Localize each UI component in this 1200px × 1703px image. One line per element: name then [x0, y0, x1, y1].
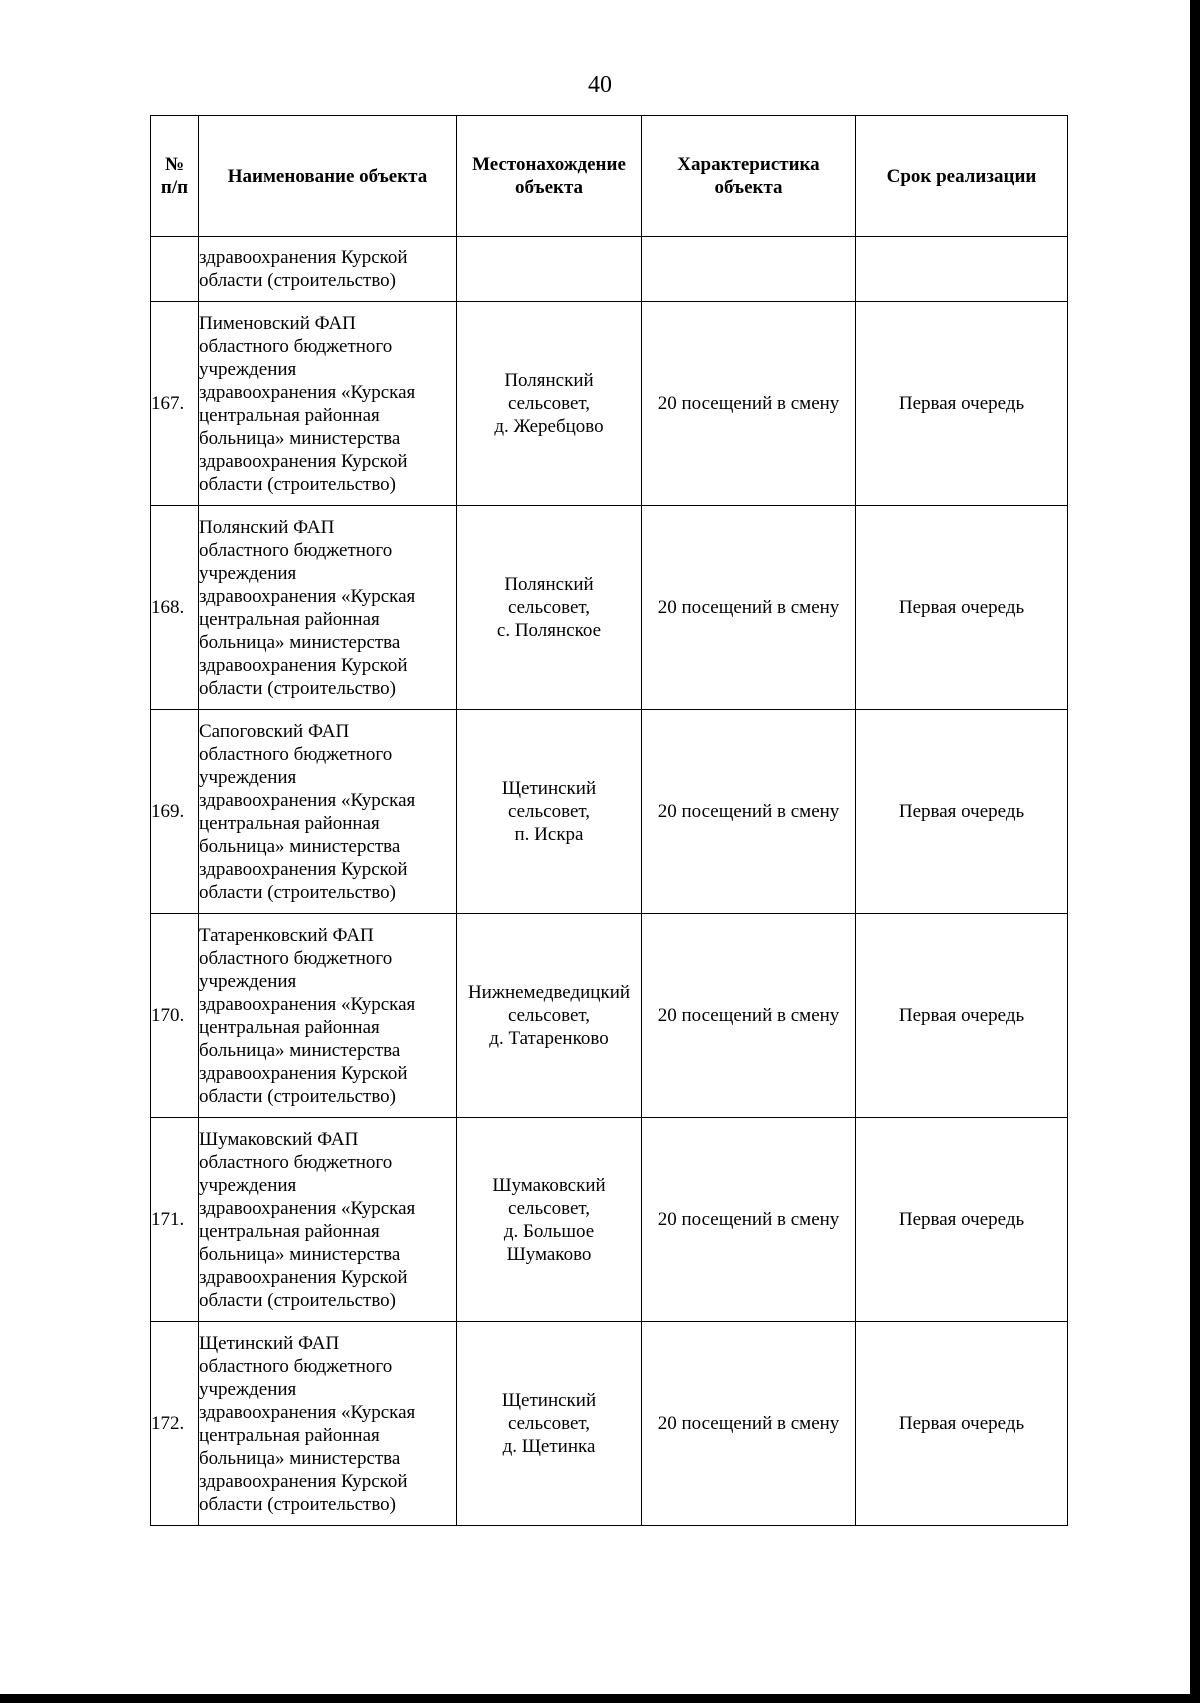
cell-term: Первая очередь [856, 1118, 1068, 1322]
table-row [151, 1322, 1068, 1526]
name-line: областного бюджетного [199, 947, 393, 969]
name-line: центральная районная [199, 812, 380, 834]
name-line: Пименовский ФАП [199, 312, 356, 334]
name-line: учреждения [199, 1174, 297, 1196]
name-line: областного бюджетного [199, 743, 393, 765]
cell-num: 169. [151, 710, 199, 914]
cell-num: 168. [151, 506, 199, 710]
name-line: здравоохранения Курской [199, 1470, 408, 1492]
name-line: больница» министерства [199, 631, 401, 653]
cell-term [856, 237, 1068, 302]
cell-name [199, 506, 457, 710]
name-line: здравоохранения Курской [199, 247, 408, 268]
cell-term: Первая очередь [856, 506, 1068, 710]
name-line: центральная районная [199, 608, 380, 630]
location-line: д. Жеребцово [494, 416, 604, 437]
location-line: сельсовет, [507, 393, 591, 414]
cell-term: Первая очередь [856, 914, 1068, 1118]
cell-characteristic: 20 посещений в смену [642, 710, 856, 914]
name-line: здравоохранения «Курская [199, 381, 416, 403]
name-line: учреждения [199, 358, 297, 380]
cell-characteristic: 20 посещений в смену [642, 1322, 856, 1526]
scan-edge-bottom [0, 1694, 1200, 1703]
location-line: д. Большое [503, 1220, 595, 1242]
name-line: больница» министерства [199, 427, 401, 449]
cell-location [457, 710, 642, 914]
name-line: здравоохранения «Курская [199, 993, 416, 1015]
table-row [151, 710, 1068, 914]
location-line: Шумаковский [492, 1174, 606, 1196]
location-line: Нижнемедведицкий [467, 982, 631, 1003]
cell-characteristic: 20 посещений в смену [642, 1118, 856, 1322]
location-line: сельсовет, [507, 1197, 591, 1219]
name-line: здравоохранения Курской [199, 450, 408, 472]
name-line: здравоохранения Курской [199, 1062, 408, 1084]
name-line: Сапоговский ФАП [199, 720, 350, 742]
cell-term: Первая очередь [856, 302, 1068, 506]
cell-term: Первая очередь [856, 710, 1068, 914]
location-line: Щетинский [501, 778, 597, 799]
cell-location [457, 506, 642, 710]
cell-name [199, 914, 457, 1118]
cell-characteristic: 20 посещений в смену [642, 302, 856, 506]
header-num [151, 116, 199, 237]
objects-table [150, 115, 1068, 1526]
name-line: больница» министерства [199, 1447, 401, 1469]
cell-location [457, 914, 642, 1118]
name-line: центральная районная [199, 404, 380, 426]
location-line: сельсовет, [507, 801, 591, 822]
name-line: областного бюджетного [199, 1355, 393, 1377]
table-row [151, 1118, 1068, 1322]
location-line: Щетинский [501, 1390, 597, 1411]
location-line: д. Щетинка [502, 1436, 596, 1457]
name-line: области (строительство) [199, 270, 397, 291]
cell-name [199, 237, 457, 302]
name-line: учреждения [199, 970, 297, 992]
name-line: области (строительство) [199, 677, 397, 699]
name-line: учреждения [199, 766, 297, 788]
name-line: областного бюджетного [199, 335, 393, 357]
location-line: сельсовет, [507, 1005, 591, 1026]
cell-name [199, 1322, 457, 1526]
name-line: областного бюджетного [199, 539, 393, 561]
page-number: 40 [588, 72, 612, 98]
cell-num: 167. [151, 302, 199, 506]
name-line: центральная районная [199, 1424, 380, 1446]
location-line: Шумаково [506, 1243, 592, 1265]
name-line: центральная районная [199, 1016, 380, 1038]
cell-term: Первая очередь [856, 1322, 1068, 1526]
name-line: области (строительство) [199, 1085, 397, 1107]
cell-num: 171. [151, 1118, 199, 1322]
name-line: области (строительство) [199, 1289, 397, 1311]
cell-name [199, 302, 457, 506]
name-line: Шумаковский ФАП [199, 1128, 359, 1150]
name-line: Щетинский ФАП [199, 1332, 340, 1354]
cell-location [457, 1118, 642, 1322]
table-row-continuation [151, 237, 1068, 302]
name-line: здравоохранения «Курская [199, 1401, 416, 1423]
name-line: больница» министерства [199, 1039, 401, 1061]
header-location: Местонахождение объекта [457, 116, 642, 237]
header-num-label: № п/п [160, 154, 189, 198]
location-line: Полянский [504, 574, 594, 595]
scan-edge-right [1190, 0, 1200, 1703]
name-line: области (строительство) [199, 473, 397, 495]
name-line: здравоохранения Курской [199, 858, 408, 880]
table-row [151, 914, 1068, 1118]
location-line: Полянский [504, 370, 594, 391]
table-header-row [151, 116, 1068, 237]
name-line: учреждения [199, 562, 297, 584]
name-line: больница» министерства [199, 1243, 401, 1265]
cell-num: 172. [151, 1322, 199, 1526]
name-line: здравоохранения Курской [199, 1266, 408, 1288]
header-term: Срок реализации [856, 116, 1068, 237]
location-line: д. Татаренково [489, 1028, 609, 1049]
location-line: сельсовет, [507, 1413, 591, 1434]
table-row [151, 506, 1068, 710]
cell-num: 170. [151, 914, 199, 1118]
cell-name [199, 1118, 457, 1322]
name-line: здравоохранения Курской [199, 654, 408, 676]
cell-name [199, 710, 457, 914]
name-line: центральная районная [199, 1220, 380, 1242]
location-line: с. Полянское [496, 620, 602, 641]
cell-characteristic: 20 посещений в смену [642, 914, 856, 1118]
cell-num [151, 237, 199, 302]
name-line: области (строительство) [199, 1493, 397, 1515]
location-line: сельсовет, [507, 597, 591, 618]
name-line: областного бюджетного [199, 1151, 393, 1173]
name-line: здравоохранения «Курская [199, 789, 416, 811]
cell-location [457, 237, 642, 302]
name-line: области (строительство) [199, 881, 397, 903]
cell-characteristic [642, 237, 856, 302]
name-line: здравоохранения «Курская [199, 585, 416, 607]
header-characteristic: Характеристика объекта [642, 116, 856, 237]
name-line: Татаренковский ФАП [199, 924, 374, 946]
name-line: Полянский ФАП [199, 516, 335, 538]
name-line: больница» министерства [199, 835, 401, 857]
cell-location [457, 302, 642, 506]
cell-characteristic: 20 посещений в смену [642, 506, 856, 710]
header-name: Наименование объекта [199, 116, 457, 237]
cell-location [457, 1322, 642, 1526]
name-line: учреждения [199, 1378, 297, 1400]
name-line: здравоохранения «Курская [199, 1197, 416, 1219]
table-row [151, 302, 1068, 506]
location-line: п. Искра [514, 824, 584, 845]
